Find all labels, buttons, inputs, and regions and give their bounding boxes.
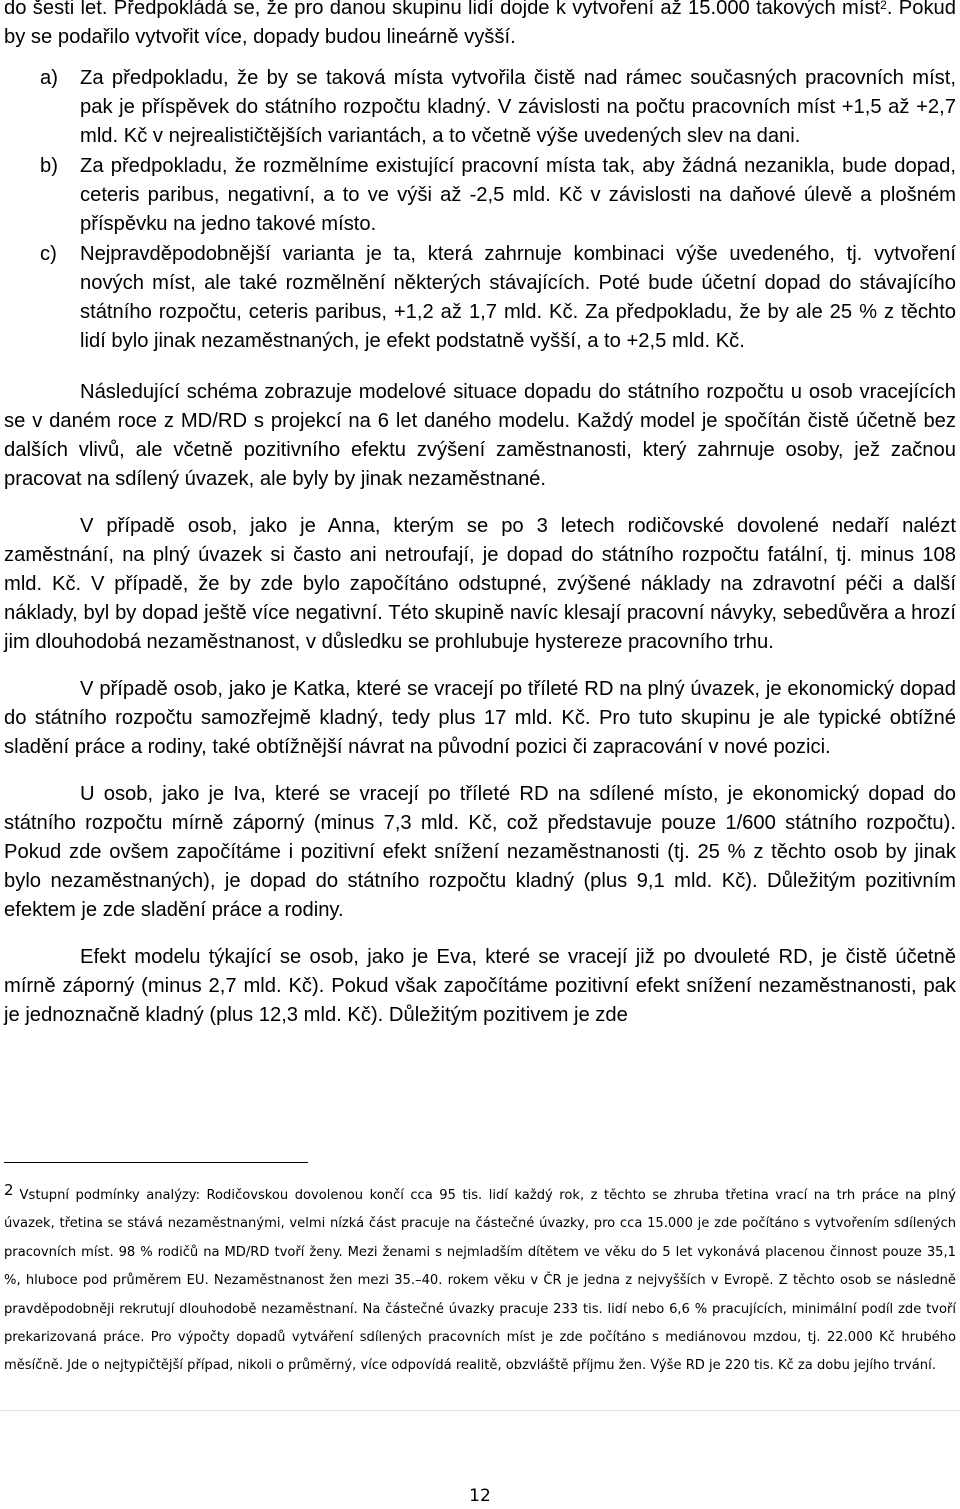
footnote-number: 2 <box>4 1181 14 1199</box>
paragraph-katka: V případě osob, jako je Katka, které se vracejí po tříleté RD na plný úvazek, je ekonomický dopad do státního rozpočtu samozřejmě kladný, tedy plus 17 mld. Kč. Pro tuto skupinu je ale typické obtížné sladění práce a rodiny, také obtížnější návrat na původní pozici či zapracování v nové pozici. <box>4 678 956 758</box>
list-item-text: Za předpokladu, že by se taková místa vytvořila čistě nad rámec současných pracovních míst, pak je příspěvek do státního rozpočtu kladný. V závislosti na počtu pracovních míst +1,5 až +2,7 mld. Kč v nejrealističtějších variantách, a to včetně výše uvedených slev na dani. <box>80 67 956 147</box>
footnote <box>4 1176 956 1381</box>
list-item <box>4 64 956 151</box>
list-item <box>4 152 956 239</box>
paragraph-anna: V případě osob, jako je Anna, kterým se po 3 letech rodičovské dovolené nedaří nalézt zaměstnání, na plný úvazek si často ani netroufají, je dopad do státního rozpočtu fatální, tj. minus 108 mld. Kč. V případě, že by zde bylo započítáno odstupné, zvýšené náklady na zdravotní péči a další náklady, byl by dopad ještě více negativní. Této skupině navíc klesají pracovní návyky, sebedůvěra a hrozí jim dlouhodobá nezaměstnanost, v důsledku se prohlubuje hystereze pracovního trhu. <box>4 515 956 653</box>
paragraph-iva: U osob, jako je Iva, které se vracejí po tříleté RD na sdílené místo, je ekonomický dopad do státního rozpočtu mírně záporný (minus 7,3 mld. Kč, což představuje pouze 1/600 státního rozpočtu). Pokud zde ovšem započítáme i pozitivní efekt snížení nezaměstnanosti (tj. 25 % z těchto osob by jinak bylo nezaměstnaných), je dopad do státního rozpočtu kladný (plus 9,1 mld. Kč). Důležitým pozitivním efektem je zde sladění práce a rodiny. <box>4 783 956 921</box>
list-item <box>4 240 956 356</box>
paragraph-eva: Efekt modelu týkající se osob, jako je Eva, které se vracejí již po dvouleté RD, je čistě účetně mírně záporný (minus 2,7 mld. Kč). Pokud však započítáme pozitivní efekt snížení nezaměstnanosti, pak je jednoznačně kladný (plus 12,3 mld. Kč). Důležitým pozitivem je zde <box>4 946 956 1026</box>
list-marker: c) <box>40 243 57 265</box>
list-item-text: Nejpravděpodobnější varianta je ta, která zahrnuje kombinaci výše uvedeného, tj. vytvoření nových míst, ale také rozmělnění některých stávajících. Poté bude účetní dopad do stávajícího státního rozpočtu, ceteris paribus, +1,2 až 1,7 mld. Kč. Za předpokladu, že by ale 25 % z těchto lidí bylo jinak nezaměstnaných, je efekt podstatně vyšší, a to +2,5 mld. Kč. <box>80 243 956 352</box>
page-number: 12 <box>469 1486 491 1506</box>
scenario-list <box>4 64 956 356</box>
page-divider <box>0 1410 960 1411</box>
footnote-separator <box>4 1162 308 1163</box>
intro-text-start: do šesti let. Předpokládá se, že pro danou skupinu lidí dojde k vytvoření až 15.000 takových míst <box>4 0 881 19</box>
intro-paragraph <box>4 0 956 52</box>
footnote-reference[interactable]: 2 <box>880 0 887 12</box>
list-marker: b) <box>40 155 58 177</box>
paragraph-schema-intro: Následující schéma zobrazuje modelové situace dopadu do státního rozpočtu u osob vracejících se v daném roce z MD/RD s projekcí na 6 let daného modelu. Každý model je spočítán čistě účetně bez dalších vlivů, ale včetně pozitivního efektu zvýšení zaměstnanosti, který zahrnuje osoby, jež začnou pracovat na sdílený úvazek, ale byly by jinak nezaměstnané. <box>4 381 956 490</box>
intro-text-end: . Pokud by se podařilo vytvořit více, dopady budou lineárně vyšší. <box>4 0 956 48</box>
footnote-text: Vstupní podmínky analýzy: Rodičovskou dovolenou končí cca 95 tis. lidí každý rok, z těchto se zhruba třetina vrací na trh práce na plný úvazek, třetina se stává nezaměstnanými, velmi nízká část pracuje na částečné úvazky, pro cca 15.000 je zde počítáno s vytvořením sdílených pracovních míst. 98 % rodičů na MD/RD tvoří ženy. Mezi ženami s nejmladším dítětem ve věku do 5 let vykonává placenou činnost pouze 35,1 %, hluboce pod průměrem EU. Nezaměstnanost žen mezi 35.–40. rokem věku v ČR je jedna z nejvyšších v Evropě. Z těchto osob se následně pravděpodobněji rekrutují dlouhodobě nezaměstnaní. Na částečné úvazky pracuje 233 tis. lidí nebo 6,6 % pracujících, minimální podíl zde tvoří prekarizovaná práce. Pro výpočty dopadů vytváření sdílených pracovních míst je zde počítáno s mediánovou mzdou, tj. 22.000 Kč hrubého měsíčně. Jde o nejtypičtější případ, nikoli o průměrný, více odpovídá realitě, obzvláště příjmu žen. Výše RD je 220 tis. Kč za dobu jejího trvání. <box>4 1188 956 1374</box>
list-marker: a) <box>40 67 58 89</box>
list-item-text: Za předpokladu, že rozmělníme existující pracovní místa tak, aby žádná nezanikla, bude dopad, ceteris paribus, negativní, a to ve výši až -2,5 mld. Kč v závislosti na daňové úlevě a plošném příspěvku na jedno takové místo. <box>80 155 956 235</box>
